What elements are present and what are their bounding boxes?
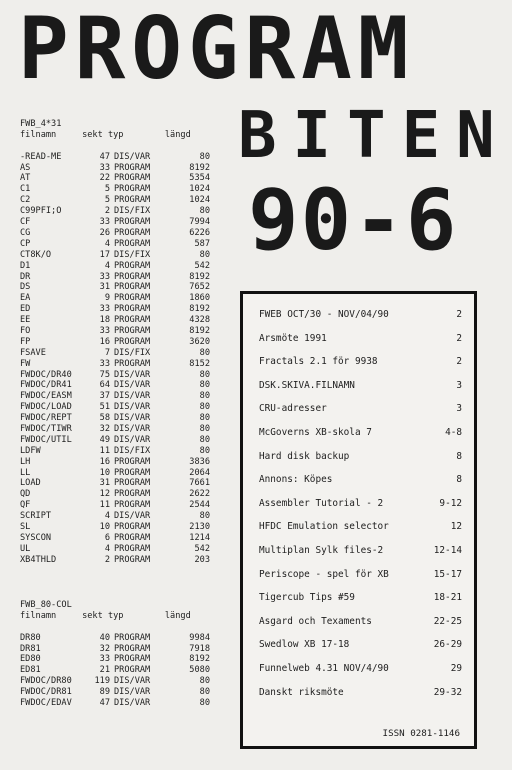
file-sectors: 6 <box>104 532 110 543</box>
file-sectors: 10 <box>99 521 110 532</box>
file-name: -READ-ME <box>20 151 62 162</box>
disk-name: FWB_80-COL <box>20 600 72 610</box>
file-sectors: 37 <box>99 391 110 402</box>
file-sectors: 26 <box>99 227 110 238</box>
file-row <box>20 457 210 468</box>
file-length: 8152 <box>189 358 210 369</box>
file-row <box>20 293 210 304</box>
magazine-subtitle: BITEN <box>238 99 511 173</box>
file-type: PROGRAM <box>114 358 151 369</box>
file-row <box>20 337 210 348</box>
file-name: DR81 <box>20 643 41 654</box>
file-type: PROGRAM <box>114 325 151 336</box>
file-length: 7994 <box>189 217 210 228</box>
file-length: 80 <box>199 511 210 522</box>
toc-entry-pages: 9-12 <box>439 497 462 509</box>
file-name: DS <box>20 282 31 293</box>
file-sectors: 33 <box>99 325 110 336</box>
file-row <box>20 665 210 676</box>
file-sectors: 33 <box>99 162 110 173</box>
file-type: PROGRAM <box>114 271 151 282</box>
toc-entry <box>259 663 462 674</box>
issue-number: 90-6 <box>248 171 459 269</box>
file-name: FWDOC/EDAV <box>20 698 72 709</box>
file-length: 5354 <box>189 173 210 184</box>
file-length: 80 <box>199 380 210 391</box>
file-name: FWDOC/EASM <box>20 391 72 402</box>
file-length: 80 <box>199 687 210 698</box>
file-type: PROGRAM <box>114 467 151 478</box>
file-length: 8192 <box>189 162 210 173</box>
file-name: CG <box>20 227 31 238</box>
file-length: 8192 <box>189 654 210 665</box>
file-type: PROGRAM <box>114 456 151 467</box>
toc-entry-pages: 15-17 <box>433 568 462 580</box>
file-type: DIS/FIX <box>114 445 151 456</box>
file-length: 80 <box>199 445 210 456</box>
listing-header: filnamn sekt typ längd <box>20 610 191 621</box>
file-length: 2622 <box>189 489 210 500</box>
file-row <box>20 391 210 402</box>
file-type: PROGRAM <box>114 195 151 206</box>
toc-entry-pages: 2 <box>456 332 462 344</box>
toc-entry-title: McGoverns XB-skola 7 <box>259 427 372 438</box>
file-sectors: 33 <box>99 654 110 665</box>
file-row <box>20 173 210 184</box>
file-type: PROGRAM <box>114 632 151 643</box>
file-name: LDFW <box>20 445 41 456</box>
toc-entry-title: FWEB OCT/30 - NOV/04/90 <box>259 309 389 320</box>
file-sectors: 22 <box>99 173 110 184</box>
file-sectors: 51 <box>99 402 110 413</box>
file-type: DIS/VAR <box>114 511 151 522</box>
toc-entry <box>259 403 462 414</box>
file-type: DIS/FIX <box>114 249 151 260</box>
file-length: 1214 <box>189 532 210 543</box>
file-type: DIS/VAR <box>114 151 151 162</box>
file-name: C1 <box>20 184 31 195</box>
file-type: DIS/FIX <box>114 347 151 358</box>
file-sectors: 4 <box>104 260 110 271</box>
toc-entry <box>259 356 462 367</box>
file-row <box>20 511 210 522</box>
file-name: FSAVE <box>20 347 46 358</box>
file-type: DIS/VAR <box>114 698 151 709</box>
toc-entry-title: CRU-adresser <box>259 403 327 415</box>
toc-entry-pages: 2 <box>456 309 462 320</box>
file-name: SL <box>20 521 31 532</box>
toc-entry-pages: 2 <box>456 356 462 368</box>
file-row <box>20 544 210 555</box>
file-length: 203 <box>194 554 210 565</box>
file-row <box>20 250 210 261</box>
file-name: QD <box>20 489 31 500</box>
file-length: 80 <box>199 698 210 709</box>
file-row <box>20 676 210 687</box>
file-length: 1024 <box>189 195 210 206</box>
file-rows <box>20 152 210 566</box>
file-name: EA <box>20 293 31 304</box>
file-row <box>20 478 210 489</box>
file-name: FW <box>20 358 31 369</box>
file-row <box>20 555 210 566</box>
file-type: DIS/VAR <box>114 391 151 402</box>
file-length: 1860 <box>189 293 210 304</box>
toc-entry-pages: 8 <box>456 450 462 462</box>
file-row <box>20 522 210 533</box>
file-name: AT <box>20 173 31 184</box>
file-sectors: 31 <box>99 282 110 293</box>
file-type: PROGRAM <box>114 260 151 271</box>
toc-entry <box>259 498 462 509</box>
file-row <box>20 272 210 283</box>
toc-entry-title: Funnelweb 4.31 NOV/4/90 <box>259 663 389 674</box>
toc-entry-pages: 4-8 <box>445 427 462 438</box>
file-row <box>20 326 210 337</box>
file-row <box>20 282 210 293</box>
file-name: ED <box>20 304 31 315</box>
file-row <box>20 261 210 272</box>
file-type: PROGRAM <box>114 489 151 500</box>
file-sectors: 12 <box>99 489 110 500</box>
file-row <box>20 206 210 217</box>
file-length: 9984 <box>189 632 210 643</box>
file-name: SYSCON <box>20 532 52 543</box>
disk-name: FWB_4*31 <box>20 119 62 129</box>
toc-entry-title: Hard disk backup <box>259 450 350 462</box>
file-row <box>20 644 210 655</box>
file-row <box>20 217 210 228</box>
magazine-title: PROGRAM <box>18 0 415 99</box>
file-name: AS <box>20 162 31 173</box>
file-name: FWDOC/DR80 <box>20 676 72 687</box>
toc-entry-pages: 8 <box>456 474 462 486</box>
file-type: PROGRAM <box>114 304 151 315</box>
toc-entry-title: Arsmöte 1991 <box>259 332 327 344</box>
file-name: FO <box>20 325 31 336</box>
file-length: 80 <box>199 347 210 358</box>
file-name: UL <box>20 543 31 554</box>
file-sectors: 119 <box>94 676 110 687</box>
file-name: CF <box>20 217 31 228</box>
file-sectors: 4 <box>104 543 110 554</box>
file-name: FWDOC/DR81 <box>20 687 72 698</box>
file-name: FWDOC/DR40 <box>20 369 72 380</box>
file-row <box>20 435 210 446</box>
file-name: D1 <box>20 260 31 271</box>
file-rows <box>20 633 210 709</box>
toc-entry-title: Asgard och Texaments <box>259 615 372 627</box>
file-type: PROGRAM <box>114 173 151 184</box>
file-length: 8192 <box>189 325 210 336</box>
file-name: C2 <box>20 195 31 206</box>
file-sectors: 10 <box>99 467 110 478</box>
file-length: 80 <box>199 249 210 260</box>
toc-entry-title: Assembler Tutorial - 2 <box>259 497 384 509</box>
issn-number: ISSN 0281-1146 <box>382 728 460 739</box>
file-sectors: 40 <box>99 632 110 643</box>
file-type: DIS/VAR <box>114 423 151 434</box>
file-sectors: 49 <box>99 434 110 445</box>
file-name: ED81 <box>20 665 41 676</box>
file-length: 80 <box>199 676 210 687</box>
file-length: 80 <box>199 423 210 434</box>
disk-listing-2 <box>20 600 210 709</box>
file-sectors: 58 <box>99 413 110 424</box>
file-type: PROGRAM <box>114 654 151 665</box>
toc-entry-pages: 12-14 <box>433 545 462 556</box>
file-row <box>20 152 210 163</box>
file-sectors: 2 <box>104 554 110 565</box>
file-sectors: 7 <box>104 347 110 358</box>
file-sectors: 75 <box>99 369 110 380</box>
toc-entry-pages: 12 <box>450 521 462 533</box>
file-row <box>20 687 210 698</box>
toc-entry-title: Danskt riksmöte <box>259 686 344 698</box>
file-row <box>20 184 210 195</box>
file-length: 3836 <box>189 456 210 467</box>
file-name: FWDOC/REPT <box>20 413 72 424</box>
toc-entry-pages: 18-21 <box>433 592 462 604</box>
toc-entry <box>259 451 462 462</box>
file-length: 2130 <box>189 521 210 532</box>
file-sectors: 4 <box>104 511 110 522</box>
toc-entry <box>259 639 462 650</box>
file-sectors: 16 <box>99 336 110 347</box>
toc-entry <box>259 380 462 391</box>
file-row <box>20 315 210 326</box>
file-row <box>20 195 210 206</box>
table-of-contents <box>240 291 477 749</box>
file-length: 3620 <box>189 336 210 347</box>
file-name: SCRIPT <box>20 511 52 522</box>
file-name: EE <box>20 315 31 326</box>
toc-entry-title: HFDC Emulation selector <box>259 521 389 533</box>
file-type: PROGRAM <box>114 282 151 293</box>
toc-entry <box>259 616 462 627</box>
file-name: CP <box>20 238 31 249</box>
file-name: XB4THLD <box>20 554 57 565</box>
file-type: PROGRAM <box>114 500 151 511</box>
toc-entry <box>259 521 462 532</box>
file-type: PROGRAM <box>114 315 151 326</box>
file-length: 587 <box>194 238 210 249</box>
file-sectors: 33 <box>99 217 110 228</box>
file-length: 6226 <box>189 227 210 238</box>
file-name: DR80 <box>20 632 41 643</box>
file-sectors: 9 <box>104 293 110 304</box>
file-row <box>20 533 210 544</box>
file-type: DIS/FIX <box>114 206 151 217</box>
file-type: DIS/VAR <box>114 369 151 380</box>
file-type: PROGRAM <box>114 238 151 249</box>
toc-entry <box>259 427 462 438</box>
file-row <box>20 370 210 381</box>
file-length: 7652 <box>189 282 210 293</box>
disk-listing-1 <box>20 119 210 566</box>
file-type: PROGRAM <box>114 643 151 654</box>
file-type: DIS/VAR <box>114 434 151 445</box>
file-sectors: 18 <box>99 315 110 326</box>
toc-entry-title: Fractals 2.1 för 9938 <box>259 356 378 368</box>
file-name: FWDOC/UTIL <box>20 434 72 445</box>
file-length: 1024 <box>189 184 210 195</box>
file-sectors: 64 <box>99 380 110 391</box>
file-row <box>20 500 210 511</box>
file-type: PROGRAM <box>114 336 151 347</box>
file-sectors: 31 <box>99 478 110 489</box>
file-sectors: 5 <box>104 184 110 195</box>
file-length: 8192 <box>189 271 210 282</box>
file-length: 80 <box>199 206 210 217</box>
file-sectors: 16 <box>99 456 110 467</box>
file-row <box>20 402 210 413</box>
file-sectors: 33 <box>99 358 110 369</box>
file-length: 7918 <box>189 643 210 654</box>
file-row <box>20 380 210 391</box>
file-type: DIS/VAR <box>114 380 151 391</box>
toc-entry-title: Multiplan Sylk files-2 <box>259 545 384 556</box>
file-type: PROGRAM <box>114 217 151 228</box>
file-sectors: 11 <box>99 500 110 511</box>
file-name: C99PFI;O <box>20 206 62 217</box>
file-row <box>20 163 210 174</box>
file-name: LOAD <box>20 478 41 489</box>
file-name: FWDOC/TIWR <box>20 423 72 434</box>
file-sectors: 21 <box>99 665 110 676</box>
file-length: 7661 <box>189 478 210 489</box>
file-row <box>20 413 210 424</box>
file-type: PROGRAM <box>114 521 151 532</box>
file-row <box>20 446 210 457</box>
file-sectors: 5 <box>104 195 110 206</box>
file-row <box>20 359 210 370</box>
toc-entry-title: Swedlow XB 17-18 <box>259 639 350 651</box>
toc-entry-pages: 29 <box>450 663 462 674</box>
toc-entry <box>259 569 462 580</box>
toc-entry-pages: 26-29 <box>433 639 462 651</box>
file-name: FWDOC/DR41 <box>20 380 72 391</box>
file-name: QF <box>20 500 31 511</box>
file-type: PROGRAM <box>114 293 151 304</box>
file-length: 80 <box>199 369 210 380</box>
file-type: PROGRAM <box>114 478 151 489</box>
toc-entry-pages: 3 <box>456 379 462 391</box>
file-type: PROGRAM <box>114 227 151 238</box>
file-length: 542 <box>194 260 210 271</box>
toc-entry <box>259 309 462 320</box>
file-name: LH <box>20 456 31 467</box>
file-length: 2544 <box>189 500 210 511</box>
file-length: 542 <box>194 543 210 554</box>
file-length: 8192 <box>189 304 210 315</box>
file-name: DR <box>20 271 31 282</box>
file-type: DIS/VAR <box>114 676 151 687</box>
toc-entry-title: DSK.SKIVA.FILNAMN <box>259 379 355 391</box>
toc-entry <box>259 333 462 344</box>
file-length: 80 <box>199 434 210 445</box>
file-type: PROGRAM <box>114 554 151 565</box>
file-sectors: 4 <box>104 238 110 249</box>
file-length: 80 <box>199 391 210 402</box>
file-row <box>20 633 210 644</box>
file-type: PROGRAM <box>114 162 151 173</box>
file-sectors: 2 <box>104 206 110 217</box>
file-sectors: 32 <box>99 423 110 434</box>
file-row <box>20 348 210 359</box>
file-name: FWDOC/LOAD <box>20 402 72 413</box>
toc-entry <box>259 592 462 603</box>
file-row <box>20 654 210 665</box>
file-type: PROGRAM <box>114 184 151 195</box>
file-name: LL <box>20 467 31 478</box>
file-row <box>20 424 210 435</box>
file-sectors: 17 <box>99 249 110 260</box>
file-row <box>20 239 210 250</box>
file-sectors: 33 <box>99 304 110 315</box>
toc-entry-title: Tigercub Tips #59 <box>259 592 355 604</box>
file-sectors: 11 <box>99 445 110 456</box>
file-length: 80 <box>199 151 210 162</box>
file-type: PROGRAM <box>114 543 151 554</box>
file-sectors: 89 <box>99 687 110 698</box>
file-sectors: 47 <box>99 151 110 162</box>
file-name: ED80 <box>20 654 41 665</box>
file-row <box>20 228 210 239</box>
file-sectors: 32 <box>99 643 110 654</box>
file-row <box>20 698 210 709</box>
file-type: DIS/VAR <box>114 413 151 424</box>
toc-entry-pages: 29-32 <box>433 686 462 698</box>
toc-entry-title: Annons: Köpes <box>259 474 333 486</box>
toc-entry <box>259 687 462 698</box>
toc-entry-title: Periscope - spel för XB <box>259 568 389 580</box>
file-length: 80 <box>199 402 210 413</box>
file-length: 5080 <box>189 665 210 676</box>
toc-entry-pages: 22-25 <box>433 615 462 627</box>
file-type: DIS/VAR <box>114 402 151 413</box>
toc-entry <box>259 545 462 556</box>
file-name: CT8K/O <box>20 249 52 260</box>
listing-header: filnamn sekt typ längd <box>20 129 191 140</box>
file-row <box>20 468 210 479</box>
toc-entry <box>259 474 462 485</box>
file-type: PROGRAM <box>114 532 151 543</box>
file-length: 80 <box>199 413 210 424</box>
toc-entry-pages: 3 <box>456 403 462 415</box>
file-length: 2064 <box>189 467 210 478</box>
file-length: 4328 <box>189 315 210 326</box>
file-sectors: 47 <box>99 698 110 709</box>
file-row <box>20 489 210 500</box>
file-type: PROGRAM <box>114 665 151 676</box>
file-sectors: 33 <box>99 271 110 282</box>
file-name: FP <box>20 336 31 347</box>
file-row <box>20 304 210 315</box>
file-type: DIS/VAR <box>114 687 151 698</box>
